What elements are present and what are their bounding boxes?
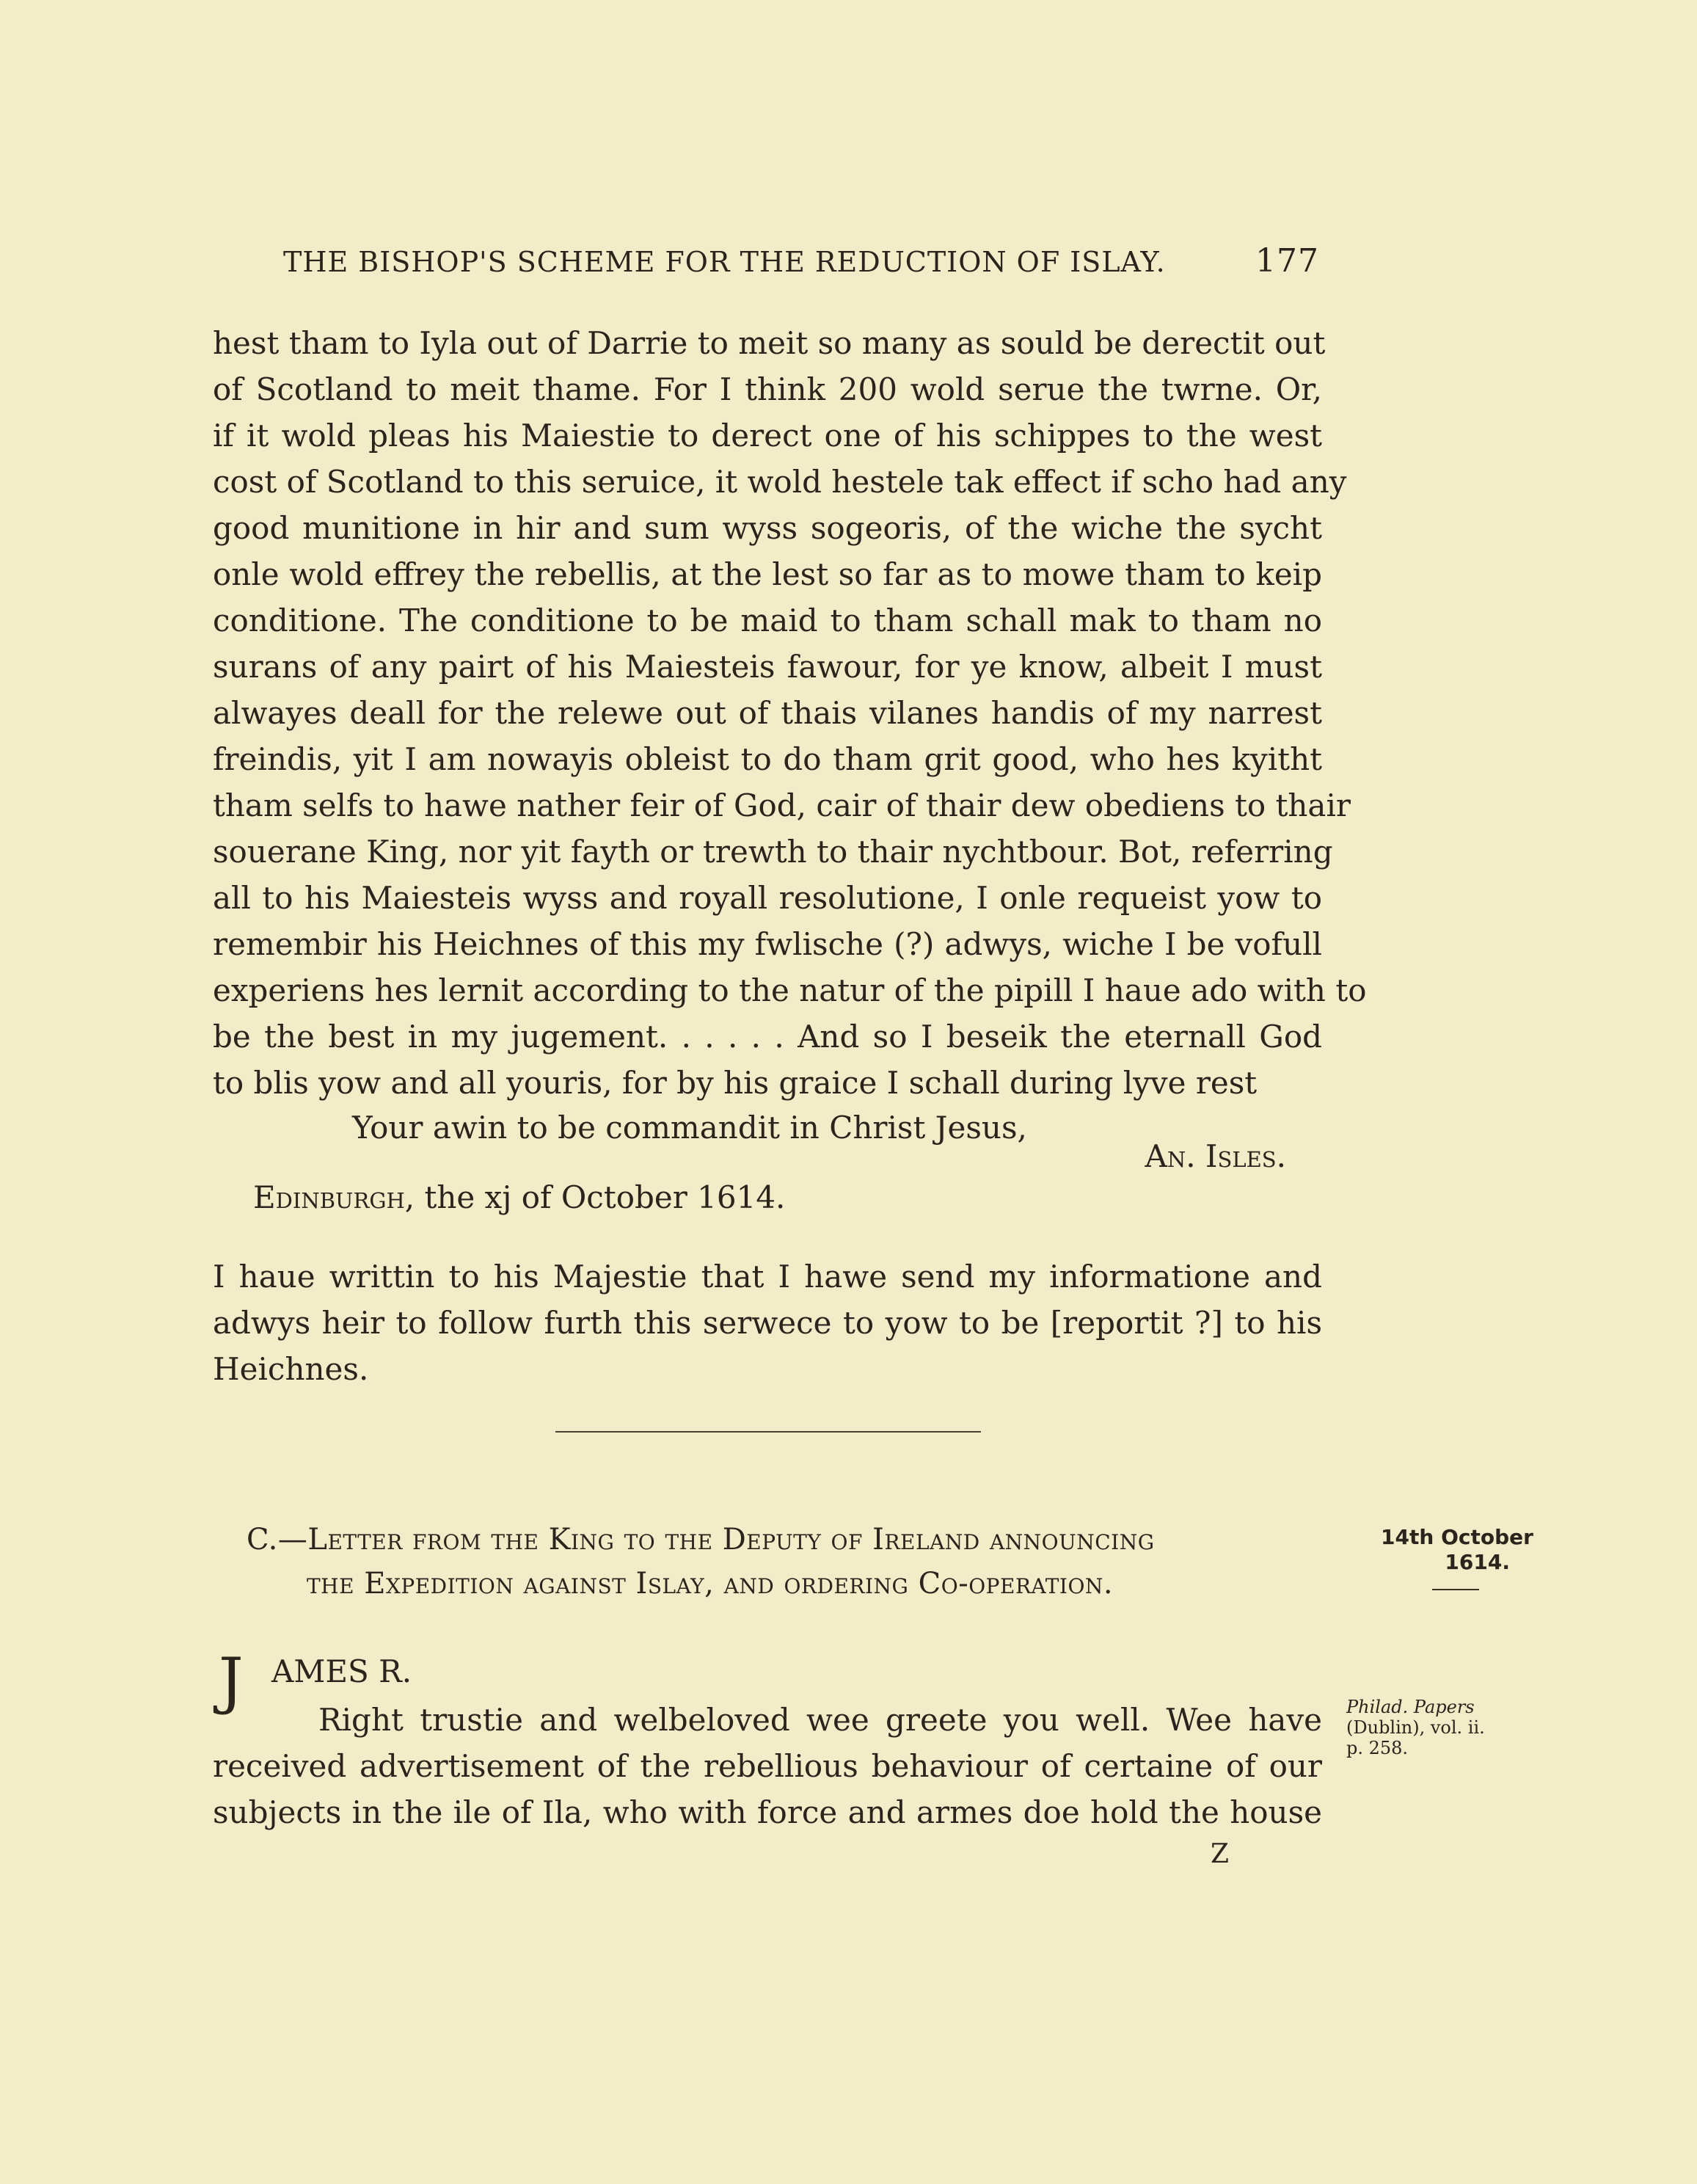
margin-date-line-1: 14th October (1381, 1525, 1533, 1549)
signature: An. Isles. (1145, 1138, 1286, 1174)
place-date (253, 1174, 785, 1220)
letter-opening: AMES R. (271, 1653, 412, 1689)
letter-line: alwayes deall for the relewe out of thais vilanes handis of my narrest (213, 695, 1322, 731)
royal-letter-line: subjects in the ile of Ila, who with force and armes doe hold the house (213, 1794, 1322, 1830)
letter-line: experiens hes lernit according to the natur of the pipill I haue ado with to (213, 972, 1367, 1008)
postscript-line: adwys heir to follow furth this serwece to yow to be [reportit ?] to his (213, 1305, 1322, 1341)
place: Edinburgh (253, 1179, 405, 1215)
letter-line: conditione. The conditione to be maid to tham schall mak to tham no (213, 603, 1322, 638)
closing-line: Your awin to be commandit in Christ Jesus, (352, 1110, 1027, 1146)
page-number: 177 (1255, 242, 1319, 280)
letter-line: hest tham to Iyla out of Darrie to meit so many as sould be derectit out (213, 325, 1326, 361)
margin-date-line-2: 1614. (1445, 1550, 1510, 1574)
section-heading-line-1: C.—Letter from the King to the Deputy of Ireland announcing (247, 1523, 1155, 1557)
letter-line: all to his Maiesteis wyss and royall resolutione, I onle requeist yow to (213, 880, 1322, 916)
royal-letter-line: Right trustie and welbeloved wee greete you well. Wee have (318, 1702, 1322, 1738)
section-heading-line-2: the Expedition against Islay, and ordering Co-operation. (307, 1567, 1114, 1601)
section-divider (555, 1431, 981, 1433)
source-sidenote (1346, 1697, 1522, 1758)
margin-rule (1432, 1589, 1479, 1590)
letter-line: if it wold pleas his Maiestie to derect one of his schippes to the west (213, 418, 1322, 454)
sidenote-line-3: p. 258. (1346, 1738, 1409, 1758)
letter-line: of Scotland to meit thame. For I think 200 wold serue the twrne. Or, (213, 371, 1322, 407)
date: , the xj of October 1614. (404, 1179, 786, 1215)
sidenote-line-2: (Dublin), vol. ii. (1346, 1717, 1485, 1738)
signature-mark: Z (1211, 1839, 1230, 1869)
letter-line: be the best in my jugement. . . . . . And so I beseik the eternall God (213, 1019, 1322, 1055)
letter-line: surans of any pairt of his Maiesteis fawour, for ye know, albeit I must (213, 649, 1322, 685)
royal-letter-line: received advertisement of the rebellious behaviour of certaine of our (213, 1748, 1322, 1784)
sidenote-title: Philad. Papers (1346, 1697, 1475, 1717)
drop-cap: J (219, 1645, 244, 1717)
letter-line: to blis yow and all youris, for by his graice I schall during lyve rest (213, 1065, 1258, 1101)
letter-line: souerane King, nor yit fayth or trewth to thair nychtbour. Bot, referring (213, 834, 1333, 870)
letter-line: tham selfs to hawe nather feir of God, cair of thair dew obediens to thair (213, 787, 1351, 823)
margin-date (1369, 1525, 1545, 1575)
running-head-title: THE BISHOP'S SCHEME FOR THE REDUCTION OF ISLAY. (283, 246, 1166, 278)
letter-line: good munitione in hir and sum wyss sogeoris, of the wiche the sycht (213, 510, 1322, 546)
letter-line: onle wold effrey the rebellis, at the lest so far as to mowe tham to keip (213, 556, 1322, 592)
postscript-line: Heichnes. (213, 1351, 369, 1387)
running-head (283, 242, 1319, 280)
letter-line: remembir his Heichnes of this my fwlische (?) adwys, wiche I be vofull (213, 926, 1322, 962)
letter-line: cost of Scotland to this seruice, it wold hestele tak effect if scho had any (213, 464, 1347, 500)
postscript-line: I haue writtin to his Majestie that I hawe send my informatione and (213, 1259, 1322, 1295)
letter-line: freindis, yit I am nowayis obleist to do tham grit good, who hes kyitht (213, 741, 1322, 777)
